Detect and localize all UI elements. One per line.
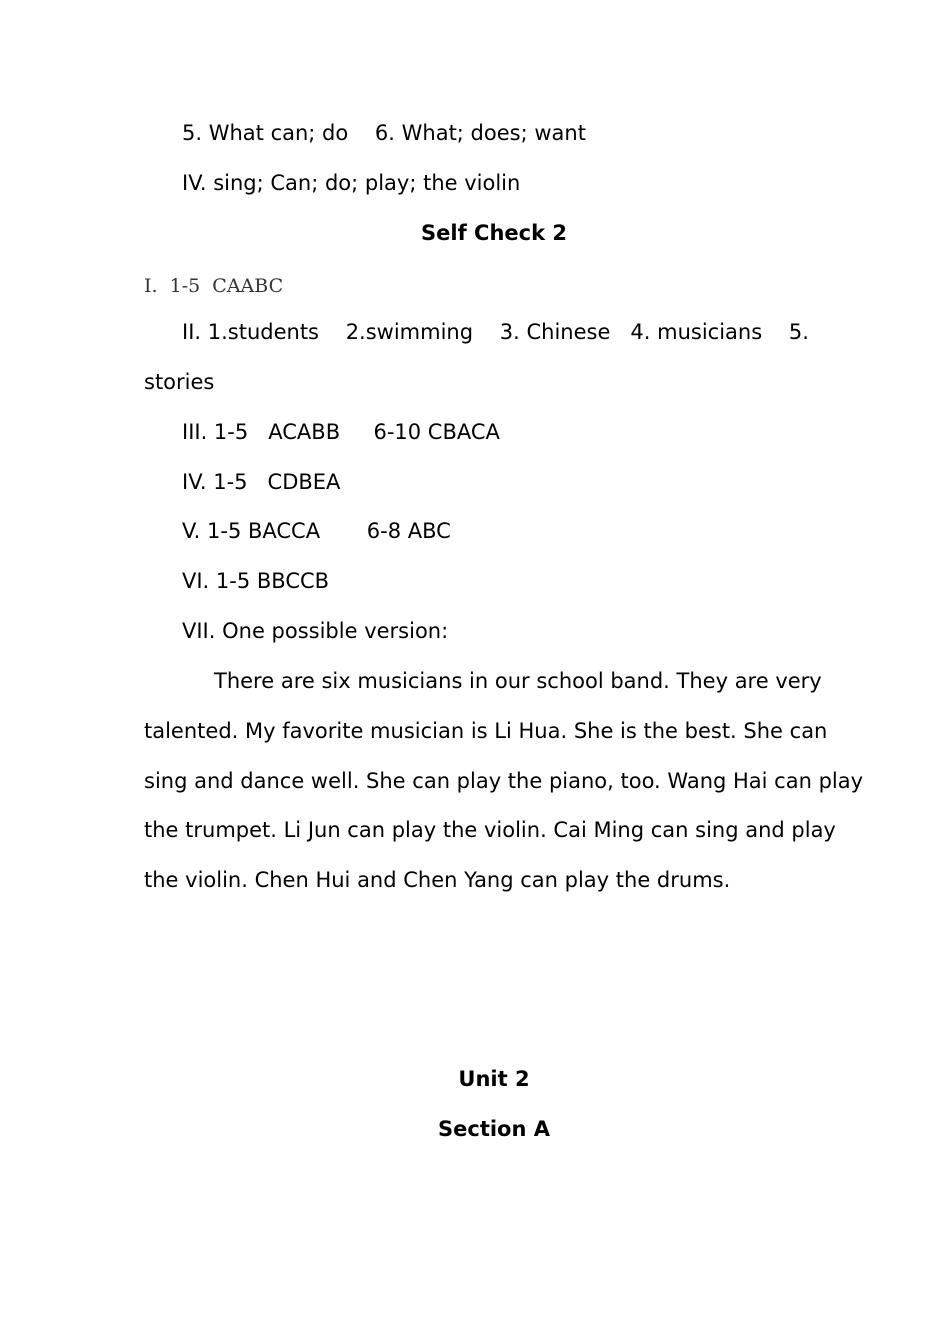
section-title-self-check-2: Self Check 2 [421,221,567,245]
section-title: Section A [438,1117,550,1141]
essay-line-4: the trumpet. Li Jun can play the violin. Cai Ming can sing and play [144,818,836,842]
answer-line-iv: IV. sing; Can; do; play; the violin [182,171,521,195]
answer-vi: VI. 1-5 BBCCB [182,569,330,593]
essay-line-5: the violin. Chen Hui and Chen Yang can play the drums. [144,868,731,892]
essay-line-2: talented. My favorite musician is Li Hua. She is the best. She can [144,719,828,743]
answer-ii-line-2: stories [144,370,215,394]
answer-vii: VII. One possible version: [182,619,449,643]
answer-ii-line-1: II. 1.students 2.swimming 3. Chinese 4. musicians 5. [182,320,809,344]
answer-v: V. 1-5 BACCA 6-8 ABC [182,519,451,543]
answer-line-5-6: 5. What can; do 6. What; does; want [182,121,586,145]
essay-line-1: There are six musicians in our school band. They are very [214,669,822,693]
answer-iii: III. 1-5 ACABB 6-10 CBACA [182,420,500,444]
answer-i: I. 1-5 CAABC [144,275,284,297]
essay-line-3: sing and dance well. She can play the piano, too. Wang Hai can play [144,769,864,793]
answer-iv: IV. 1-5 CDBEA [182,470,341,494]
unit-title: Unit 2 [458,1067,530,1091]
